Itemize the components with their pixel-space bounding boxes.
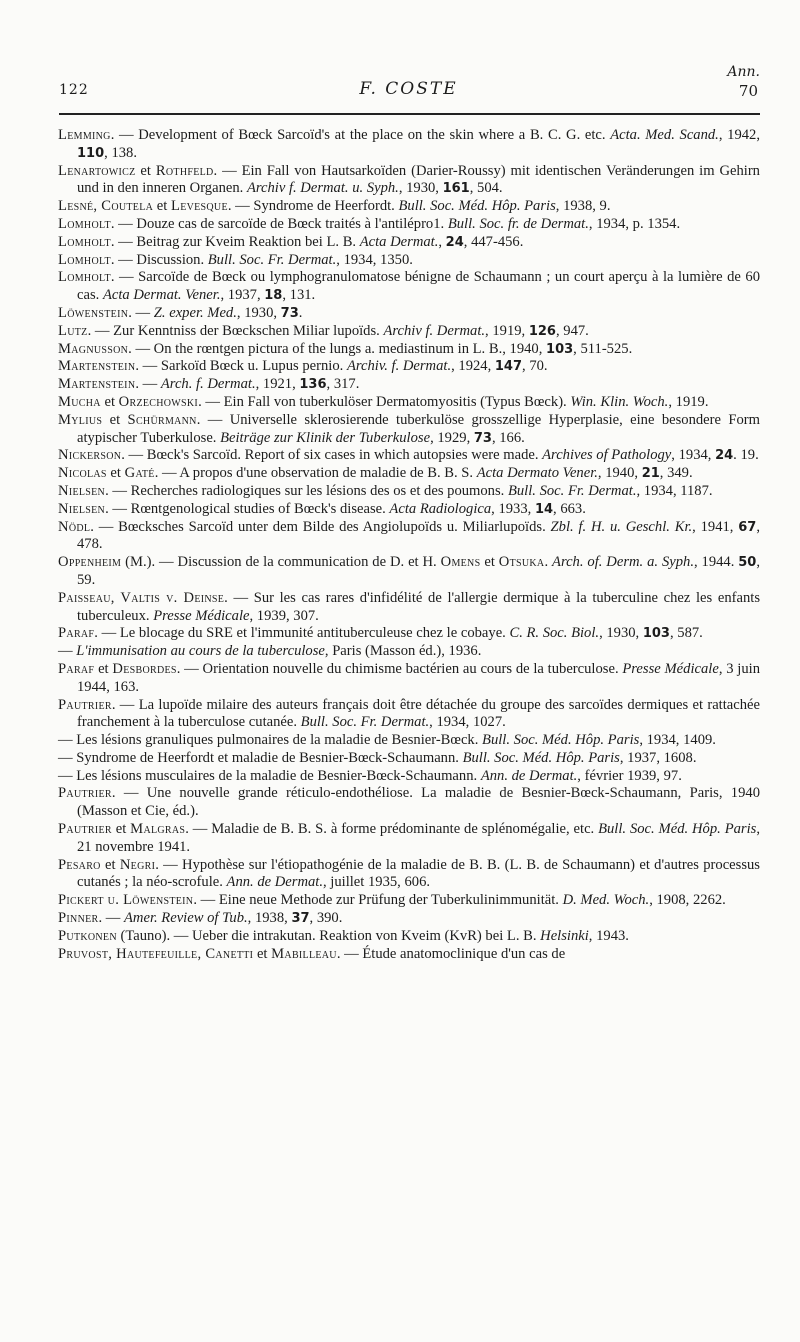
reference-text: . — Sarcoïde de Bœck ou lymphogranulomatose bénigne de Schaumann ; un court aperçu à la lumière de 60 cas. (77, 269, 760, 304)
reference-entry (58, 358, 760, 376)
reference-text: . — Ein Fall von tuberkulöser Dermatomyositis (Typus Bœck). (198, 393, 571, 410)
page-number: 122 (59, 82, 89, 98)
reference-source: Amer. Review of Tub. (124, 910, 248, 927)
reference-author: Gaté (124, 465, 155, 482)
reference-text: . — (128, 304, 154, 321)
reference-text: et (253, 945, 272, 962)
reference-citation: , 1934, 1350. (336, 251, 413, 268)
reference-source: Ann. de Dermat. (480, 767, 578, 784)
reference-pages: . 19. (733, 447, 759, 464)
reference-pages: , 587. (669, 625, 703, 642)
reference-volume: 73 (280, 305, 299, 321)
reference-source: Zbl. f. H. u. Geschl. Kr. (550, 518, 693, 535)
reference-citation: , 1944. (693, 554, 739, 571)
reference-text: et (100, 856, 120, 873)
reference-text: . — Zur Kenntniss der Bœckschen Miliar lupoïds. (87, 322, 384, 339)
reference-entry (58, 127, 760, 163)
reference-author: Lomholt (58, 233, 111, 250)
reference-author: Löwenstein (58, 304, 129, 321)
reference-source: Arch. of. Derm. a. Syph. (552, 554, 694, 571)
reference-source: D. Med. Woch. (562, 892, 650, 909)
reference-text: . — Rœntgenological studies of Bœck's disease. (105, 500, 390, 517)
reference-text: . — Beitrag zur Kveim Reaktion bei L. B. (110, 233, 360, 250)
reference-author: Negri (119, 856, 156, 873)
reference-text: . — Maladie de B. B. S. à forme prédominante de splénomégalie, etc. (185, 821, 599, 838)
reference-entry (58, 501, 760, 519)
reference-author: Rothfeld (155, 162, 214, 179)
journal-abbrev: Ann. (727, 64, 760, 80)
reference-author: Omens (440, 554, 481, 571)
reference-source: Bull. Soc. fr. de Dermat. (447, 215, 589, 232)
reference-author: Lomholt (58, 251, 111, 268)
reference-citation: , 1924, (451, 358, 495, 375)
running-title: F. COSTE (359, 79, 458, 99)
reference-text: . — Hypothèse sur l'étiopathogénie de la maladie de B. B. (L. B. de Schaumann) et d'autres processus cutanés ; la néo-scrofule. (77, 856, 760, 891)
reference-source: C. R. Soc. Biol. (509, 625, 600, 642)
reference-source: Archives of Pathology (542, 447, 672, 464)
reference-pages: , 59. (77, 554, 761, 588)
reference-source: Beiträge zur Klinik der Tuberkulose (220, 429, 431, 446)
reference-citation: , 21 novembre 1941. (77, 821, 760, 855)
reference-source: Acta Dermat. Vener. (102, 287, 221, 304)
reference-pages: , 447-456. (463, 233, 524, 250)
reference-source: Bull. Soc. Méd. Hôp. Paris (462, 749, 620, 766)
reference-citation: , 1934, 1027. (429, 714, 506, 731)
reference-pages: , 390. (309, 910, 343, 927)
reference-entry (58, 750, 760, 768)
reference-pages: . (298, 304, 303, 321)
reference-citation: , juillet 1935, 606. (323, 874, 431, 891)
reference-source: Bull. Soc. Méd. Hôp. Paris (482, 732, 640, 749)
reference-source: Acta Dermat. (359, 233, 439, 250)
running-header (57, 62, 760, 102)
reference-citation: , 1934, p. 1354. (588, 215, 681, 232)
reference-text: . — Sur les cas rares d'infidélité de l'allergie dermique à la tuberculine chez les enfants tuberculeux. (77, 589, 761, 624)
reference-entry (58, 376, 760, 394)
reference-author: Lenartowicz (58, 162, 136, 179)
reference-entry (58, 323, 760, 341)
reference-citation: , 1938, (247, 910, 292, 927)
reference-author: Lomholt (58, 269, 111, 286)
reference-entry (58, 198, 760, 216)
reference-volume: 18 (264, 288, 283, 304)
reference-author: Nielsen (58, 482, 106, 499)
reference-text: . — La lupoïde milaire des auteurs français doit être détachée du groupe des sarcoïdes dermiques et rattachée franchement à la tuberculose cutanée. (77, 696, 760, 731)
reference-author: Levesque (170, 198, 228, 215)
reference-citation: , 1930, (236, 304, 281, 321)
reference-text: . — On the rœntgen pictura of the lungs a. mediastinum in L. B., 1940, (128, 340, 547, 357)
reference-author: Paisseau, Valtis v. Deinse (58, 589, 225, 606)
reference-entry (58, 732, 760, 750)
reference-citation: , 1919. (668, 393, 709, 410)
reference-entry (58, 661, 760, 697)
reference-entry (58, 821, 760, 857)
reference-author: Paraf (58, 660, 95, 677)
reference-text: . — Syndrome de Heerfordt. (227, 198, 399, 215)
reference-volume: 103 (642, 626, 670, 642)
reference-entry (58, 447, 760, 465)
reference-source: Archiv. f. Dermat. (346, 358, 452, 375)
reference-volume: 24 (445, 234, 464, 250)
reference-volume: 103 (546, 341, 574, 357)
reference-entry (58, 946, 760, 964)
reference-author: Lesné, Coutela (58, 198, 154, 215)
reference-text: et (153, 198, 171, 215)
reference-text: . — (98, 910, 125, 927)
reference-text: . (544, 554, 553, 571)
reference-source: Bull. Soc. Méd. Hôp. Paris (598, 821, 757, 838)
reference-text: . — Bœcksches Sarcoïd unter dem Bilde des Angiolupoïds u. Miliarlupoïds. (90, 518, 551, 535)
reference-source: L'immunisation au cours de la tuberculose (76, 643, 325, 660)
reference-text: . — Bœck's Sarcoïd. Report of six cases in which autopsies were made. (121, 447, 543, 464)
reference-entry (58, 483, 760, 501)
reference-entry (58, 768, 760, 786)
reference-text: et (100, 393, 119, 410)
reference-source: Acta. Med. Scand. (610, 127, 719, 143)
reference-list (58, 127, 760, 963)
reference-author: Magnusson (58, 340, 129, 357)
reference-author: Nicolas (58, 465, 107, 482)
reference-entry (58, 892, 760, 910)
reference-entry (58, 216, 760, 234)
reference-text: . — Recherches radiologiques sur les lésions des os et des poumons. (105, 482, 508, 499)
reference-pages: , 663. (553, 500, 586, 517)
reference-text: et (102, 411, 128, 428)
reference-pages: , 70. (522, 358, 548, 375)
reference-volume: 161 (442, 181, 470, 197)
reference-citation: , 1929, (430, 429, 474, 446)
reference-volume: 126 (528, 323, 556, 339)
reference-citation: , 1939, 307. (249, 607, 319, 624)
reference-entry (58, 252, 760, 270)
reference-author: Pinner (58, 910, 99, 927)
reference-entry (58, 465, 760, 483)
reference-text: et (135, 162, 156, 179)
reference-entry (58, 519, 760, 555)
reference-text: . — Eine neue Methode zur Prüfung der Tuberkulinimmunität. (193, 892, 563, 909)
reference-pages: , 511-525. (573, 340, 633, 357)
reference-author: Orzechowski (118, 393, 199, 410)
reference-entry (58, 412, 760, 448)
reference-text: . — Le blocage du SRE et l'immunité antituberculeuse chez le cobaye. (94, 625, 510, 642)
reference-source: Ann. de Dermat. (226, 874, 323, 891)
reference-text: — Syndrome de Heerfordt et maladie de Besnier-Bœck-Schaumann. (58, 749, 463, 766)
reference-entry (58, 394, 760, 412)
reference-citation: , 1942, (718, 127, 760, 143)
reference-entry (58, 697, 760, 733)
reference-text: . — Étude anatomoclinique d'un cas de (336, 945, 566, 962)
reference-pages: , 947. (555, 322, 589, 339)
reference-author: Pruvost, Hautefeuille, Canetti (58, 945, 254, 962)
reference-text: . — Discussion. (110, 251, 208, 268)
reference-pages: , 478. (77, 518, 761, 553)
reference-volume: 147 (494, 359, 523, 375)
reference-volume: 37 (291, 911, 310, 927)
reference-citation: , 3 juin 1944, 163. (77, 660, 761, 695)
reference-source: Presse Médicale (622, 660, 719, 677)
reference-pages: , 131. (282, 287, 316, 304)
reference-source: Acta Dermato Vener. (476, 465, 598, 482)
reference-text: et (106, 465, 125, 482)
reference-volume: 73 (473, 430, 492, 446)
reference-citation: , 1934, (671, 447, 716, 464)
reference-citation: , 1934, 1409. (639, 732, 716, 749)
reference-text: — Les lésions granuliques pulmonaires de la maladie de Besnier-Bœck. (58, 732, 483, 749)
reference-author: Pautrier (58, 696, 112, 713)
reference-text: — Les lésions musculaires de la maladie de Besnier-Bœck-Schaumann. (58, 767, 481, 784)
reference-source: Archiv f. Dermat. (383, 322, 486, 339)
reference-entry (58, 269, 760, 305)
reference-entry (58, 234, 760, 252)
reference-text: — (58, 643, 77, 660)
reference-author: Pickert u. Löwenstein (58, 892, 194, 909)
reference-citation: , février 1939, 97. (577, 767, 682, 784)
reference-author: Paraf (58, 625, 95, 642)
reference-citation: , (438, 233, 446, 250)
reference-citation: , 1930, (599, 625, 643, 642)
reference-citation: , 1938, 9. (555, 198, 611, 215)
reference-author: Nielsen (58, 500, 106, 517)
reference-source: Bull. Soc. Méd. Hôp. Paris (398, 198, 556, 215)
reference-author: Desbordes (112, 660, 177, 677)
header-rule (59, 113, 760, 115)
reference-volume: 110 (77, 145, 105, 161)
reference-pages: , 349. (659, 465, 693, 482)
reference-text: et (480, 554, 499, 571)
reference-author: Lemming (58, 127, 111, 143)
reference-author: Pautrier (58, 785, 112, 802)
reference-volume: 136 (299, 377, 327, 393)
reference-source: Presse Médicale (153, 607, 250, 624)
reference-pages: , 138. (104, 144, 137, 161)
reference-text: . — Universelle sklerosierende tuberkulöse grosszellige Hyperplasie, eine besondere Form atypischer Tuberkulose. (77, 411, 760, 446)
reference-citation: , 1937, (220, 287, 265, 304)
reference-entry (58, 785, 760, 821)
reference-citation: , Paris (Masson éd.), 1936. (324, 643, 482, 660)
reference-source: Acta Radiologica (389, 500, 492, 517)
reference-text: et (111, 821, 131, 838)
reference-author: Lomholt (58, 215, 111, 232)
reference-citation: , 1908, 2262. (649, 892, 726, 909)
reference-author: Putkonen (58, 927, 117, 944)
reference-citation: , 1930, (398, 180, 443, 197)
reference-source: Bull. Soc. Fr. Dermat. (507, 482, 637, 499)
reference-entry (58, 163, 760, 199)
reference-entry (58, 341, 760, 359)
reference-citation: , 1937, 1608. (619, 749, 697, 766)
reference-citation: , 1943. (588, 927, 629, 944)
reference-citation: , 1919, (485, 322, 529, 339)
reference-author: Pautrier (58, 821, 112, 838)
reference-source: Win. Klin. Woch. (570, 393, 669, 410)
reference-volume: 50 (738, 555, 757, 571)
reference-pages: , 317. (326, 376, 360, 393)
reference-volume: 14 (534, 501, 554, 517)
reference-citation: , 1940, (597, 465, 642, 482)
reference-citation: , 1934, 1187. (636, 482, 713, 499)
reference-author: Mylius (58, 411, 103, 428)
reference-entry (58, 625, 760, 643)
reference-text: . — Sarkoïd Bœck u. Lupus pernio. (135, 358, 347, 375)
reference-author: Martenstein (58, 358, 136, 375)
reference-author: Oppenheim (58, 554, 122, 571)
reference-citation: , 1941, (692, 518, 739, 535)
reference-source: Bull. Soc. Fr. Dermat. (300, 714, 430, 731)
reference-entry (58, 857, 760, 893)
reference-author: Martenstein (58, 376, 136, 393)
reference-volume: 21 (641, 466, 660, 482)
reference-volume: 24 (715, 448, 734, 464)
reference-citation: , 1933, (491, 500, 535, 517)
reference-author: Schürmann (127, 411, 197, 428)
reference-source: Arch. f. Dermat. (160, 376, 256, 393)
reference-source: Helsinki (540, 927, 589, 944)
reference-text: et (94, 660, 113, 677)
reference-pages: , 504. (469, 180, 503, 197)
reference-text: . — A propos d'une observation de maladie de B. B. S. (154, 465, 477, 482)
reference-text: (M.). — Discussion de la communication de D. et H. (121, 554, 441, 571)
reference-entry (58, 928, 760, 946)
reference-entry (58, 643, 760, 661)
reference-entry (58, 305, 760, 323)
reference-pages: , 166. (491, 429, 525, 446)
reference-source: Z. exper. Med. (153, 304, 237, 321)
volume-number: 70 (738, 82, 758, 100)
reference-text: . — Une nouvelle grande réticulo-endothéliose. La maladie de Besnier-Bœck-Schaumann, Paris, 1940 (Masson et Cie, éd.). (77, 785, 760, 820)
reference-entry (58, 910, 760, 928)
reference-author: Mucha (58, 393, 101, 410)
reference-source: Bull. Soc. Fr. Dermat. (207, 251, 337, 268)
reference-volume: 67 (738, 519, 757, 535)
reference-author: Pesaro (58, 856, 101, 873)
reference-entry (58, 590, 760, 626)
reference-author: Malgras (130, 821, 186, 838)
reference-source: Archiv f. Dermat. u. Syph. (246, 180, 399, 197)
reference-text: . — Ein Fall von Hautsarkoïden (Darier-Roussy) mit identischen Veränderungen im Gehirn und in den inneren Organen. (77, 162, 760, 197)
reference-entry (58, 554, 760, 590)
reference-text: . — (135, 376, 161, 393)
reference-text: (Tauno). — Ueber die intrakutan. Reaktion von Kveim (KvR) bei L. B. (116, 927, 541, 944)
reference-author: Mabilleau (271, 945, 337, 962)
reference-author: Nickerson (58, 447, 122, 464)
reference-text: . — Orientation nouvelle du chimisme bactérien au cours de la tuberculose. (176, 660, 623, 677)
reference-author: Otsuka (498, 554, 545, 571)
reference-citation: , 1921, (255, 376, 300, 393)
reference-text: . — Development of Bœck Sarcoïd's at the place on the skin where a B. C. G. etc. (110, 127, 611, 143)
reference-text: . — Douze cas de sarcoïde de Bœck traités à l'antilépro1. (110, 215, 448, 232)
reference-author: Nödl (58, 518, 91, 535)
reference-author: Lutz (58, 322, 88, 339)
